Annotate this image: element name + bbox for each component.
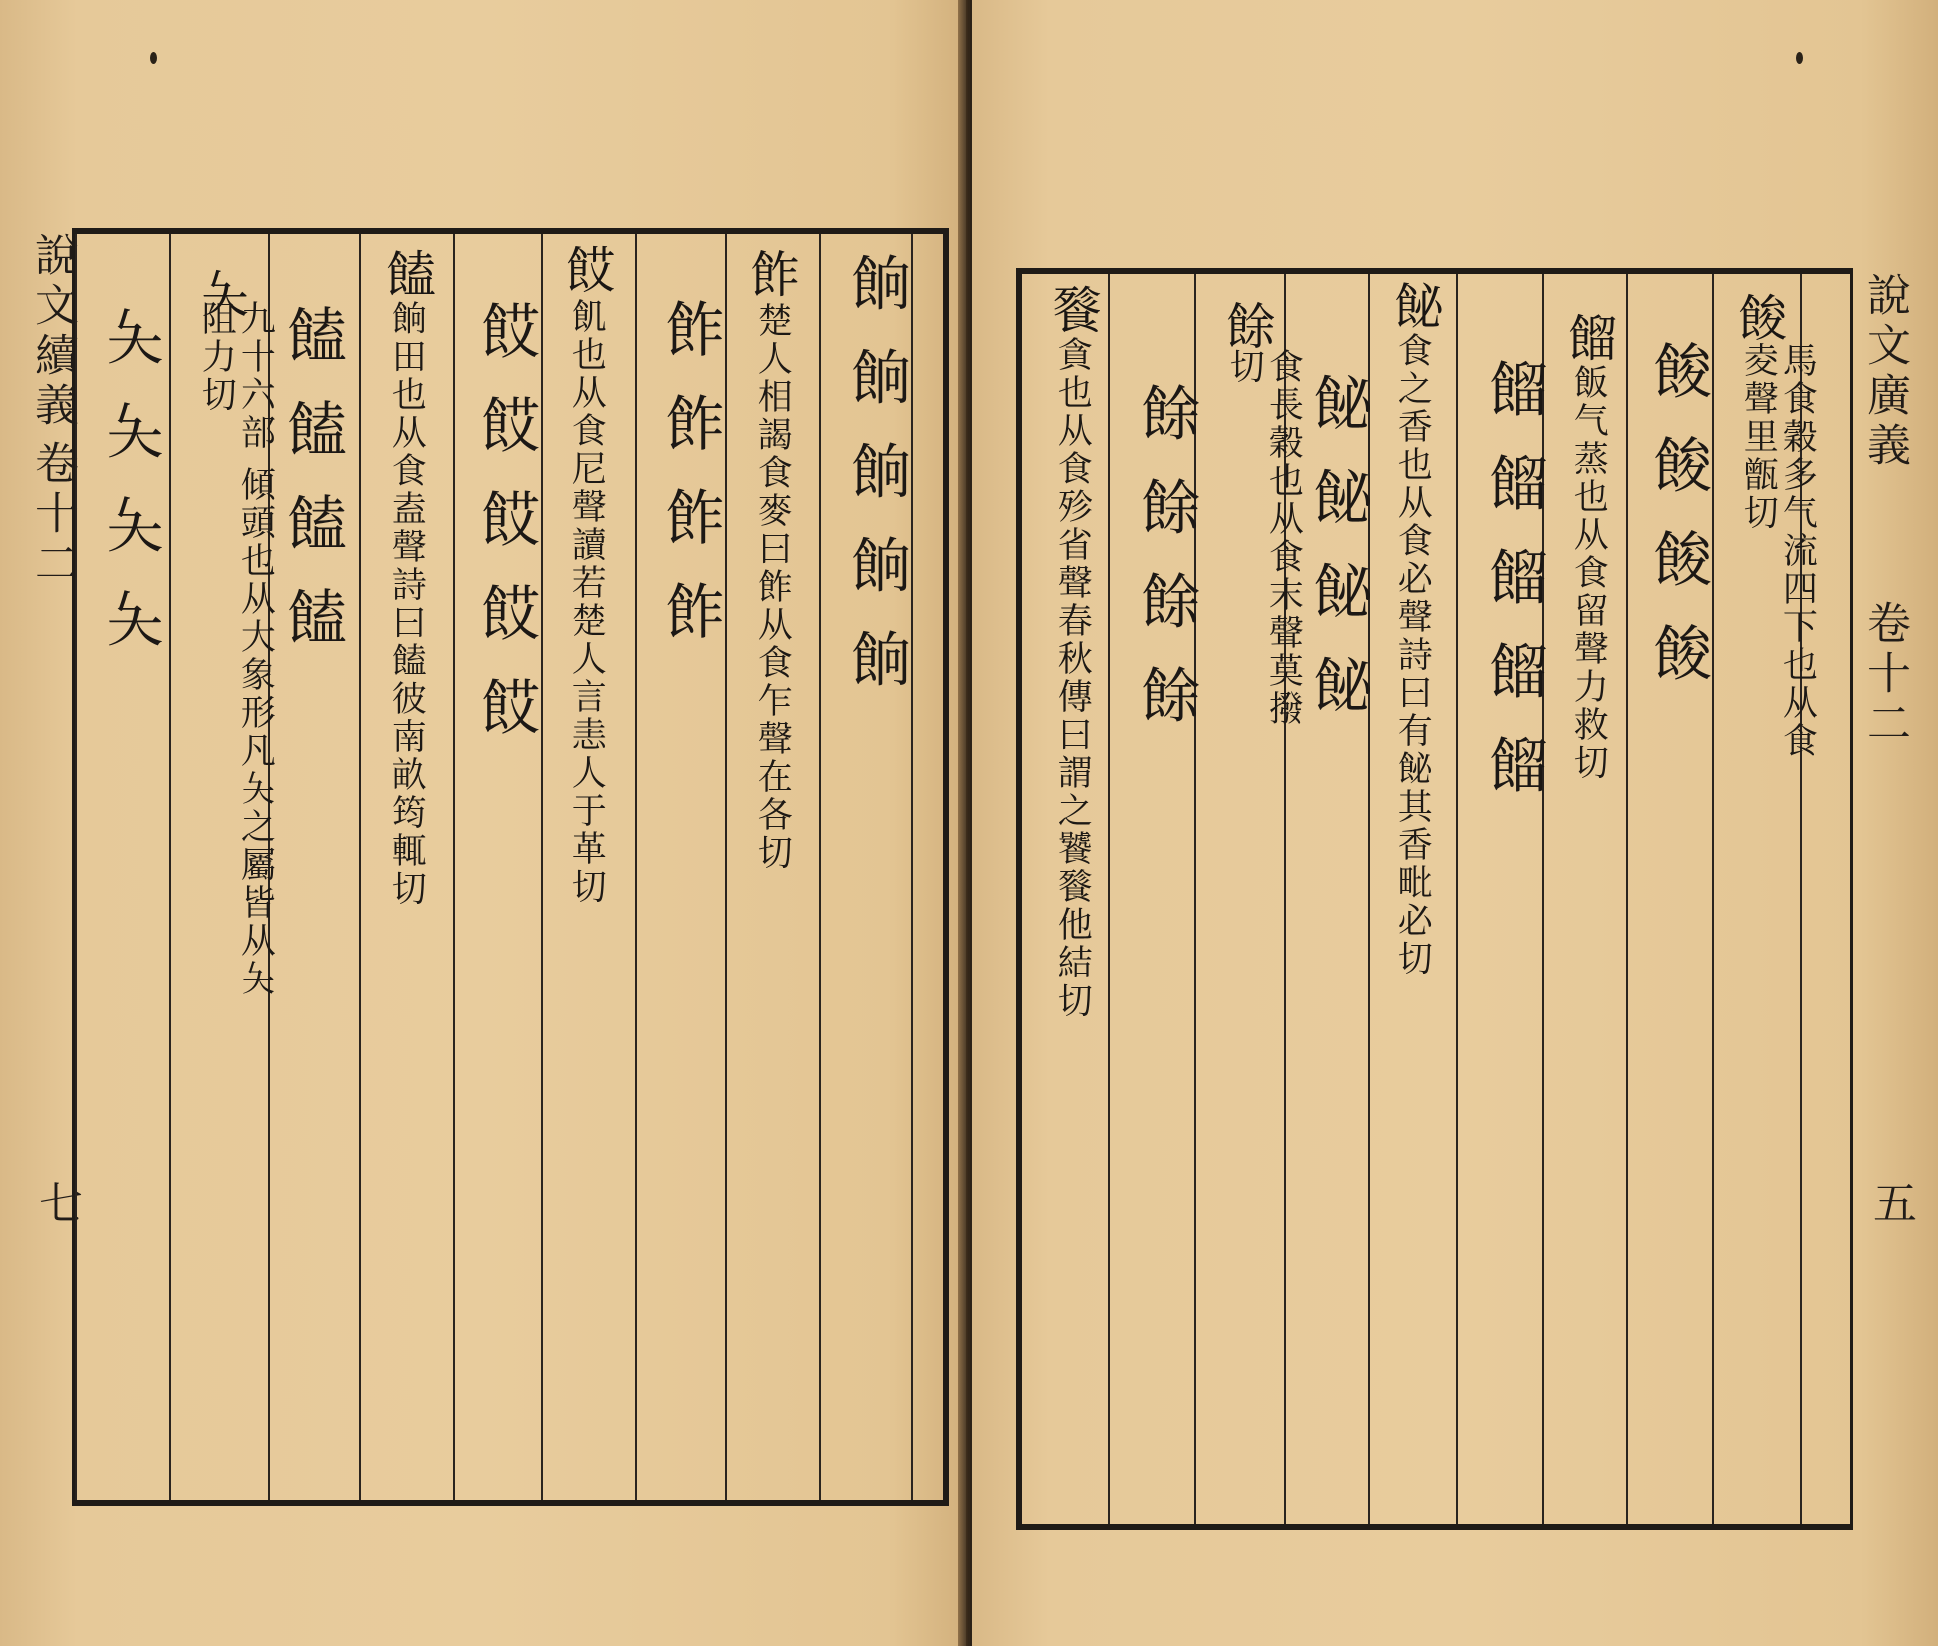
gloss-text: 飯气蒸也从食留聲力救切 [1568,364,1609,782]
seal-script-column: 餕餕餕餕 [1643,340,1713,716]
headword: 餀 [558,244,616,294]
column-rule [635,234,637,1500]
seal-script-column: 餉餉餉餉餉 [841,252,911,722]
column-rule [169,234,171,1500]
seal-script-column: 飶飶飶飶 [1303,372,1373,748]
column-rule [75,234,77,1500]
column-rule [453,234,455,1500]
gloss-text: 飢也从食尼聲讀若楚人言恚人于革切 [566,298,607,906]
binding-hole [150,52,157,64]
gloss-text: 貪也从食殄省聲春秋傳曰謂之饕餮他結切 [1052,336,1093,1020]
margin-folio: 七 [31,1180,82,1230]
headword: 餾 [1560,312,1618,362]
seal-script-column: 餾餾餾餾餾 [1479,358,1549,828]
margin-chapter: 卷十二 [27,440,78,590]
headword: 餕 [1730,292,1788,342]
seal-script-column: 餘餘餘餘 [1131,382,1201,758]
margin-chapter: 卷十二 [1859,600,1910,750]
gloss-text: 餉田也从食盍聲詩曰饁彼南畝筠輒切 [386,300,427,908]
seal-script-column: 饁饁饁饁 [277,304,347,680]
margin-title: 說文續義 [27,232,78,432]
seal-script-column: 飵飵飵飵 [655,298,725,674]
headword: 飶 [1386,280,1444,330]
headword: 饁 [378,248,436,298]
column-rule [1456,274,1458,1524]
headword: 夨 [192,268,250,318]
headword: 飵 [742,248,800,298]
column-rule [725,234,727,1500]
headword: 餘 [1218,300,1276,350]
gloss-text: 九十六部 傾頭也从大象形凡夨之屬皆从夨阻力切 [196,300,276,999]
binding-hole [1796,52,1803,64]
column-rule [819,234,821,1500]
headword: 餮 [1044,284,1102,334]
column-rule [1108,274,1110,1524]
column-rule [541,234,543,1500]
gloss-text: 楚人相謁食麥曰飵从食乍聲在各切 [752,302,793,872]
seal-script-column: 餀餀餀餀餀 [471,300,541,770]
margin-folio: 五 [1865,1180,1916,1230]
seal-script-column: 夨夨夨夨 [95,306,165,682]
column-rule [359,234,361,1500]
margin-title: 說文廣義 [1859,272,1910,472]
column-rule [911,234,913,1500]
right-page [972,0,1938,1646]
gloss-text: 食之香也从食必聲詩曰有飶其香毗必切 [1392,332,1433,978]
gloss-text: 食長穀也从食末聲莫撥切 [1224,348,1304,728]
gloss-text: 馬食穀多气流四下也从食夌聲里甑切 [1738,342,1818,760]
column-rule [1626,274,1628,1524]
